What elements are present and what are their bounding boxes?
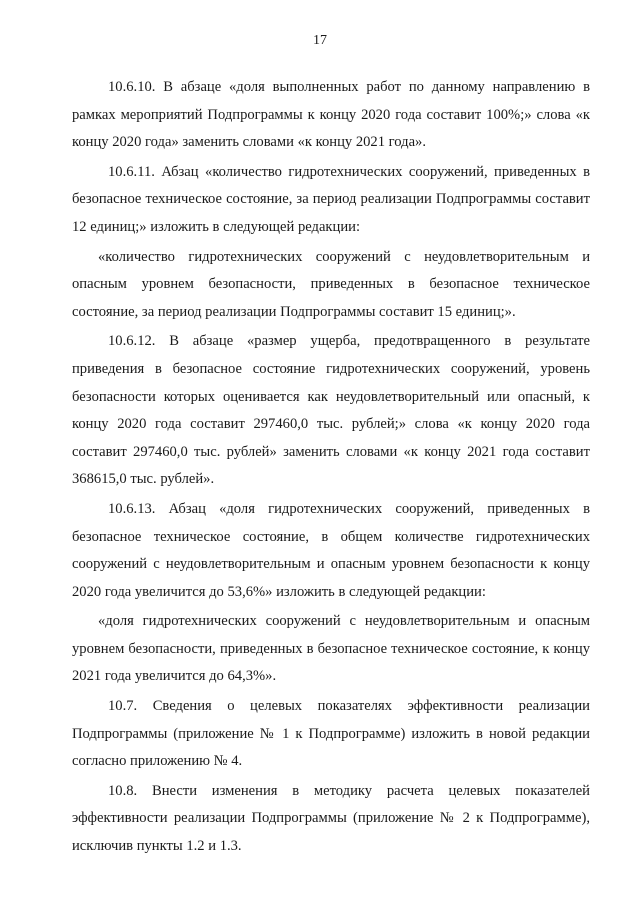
paragraph-10-6-10: 10.6.10. В абзаце «доля выполненных работ по данному направлению в рамках мероприятий Подпрограммы к концу 2020 года составит 100%;» слова «к концу 2020 года» заменить словами «к концу 2021 года». (72, 79, 590, 151)
page-number: 17 (313, 33, 327, 48)
quoted-replacement-10-6-11: «количество гидротехнических сооружений с неудовлетворительным и опасным уровнем безопасности, приведенных в безопасное техническое состояние, за период реализации Подпрограммы составит 15 единиц;». (72, 248, 590, 320)
paragraph-10-7: 10.7. Сведения о целевых показателях эффективности реализации Подпрограммы (приложение № 1 к Подпрограмме) изложить в новой редакции согласно приложению № 4. (72, 698, 590, 770)
paragraph-10-6-11: 10.6.11. Абзац «количество гидротехнических сооружений, приведенных в безопасное техническое состояние, за период реализации Подпрограммы составит 12 единиц;» изложить в следующей редакции: (72, 163, 590, 235)
document-body (72, 74, 590, 863)
paragraph-10-8: 10.8. Внести изменения в методику расчета целевых показателей эффективности реализации Подпрограммы (приложение № 2 к Подпрограмме), исключив пункты 1.2 и 1.3. (72, 782, 590, 855)
paragraph-10-6-13: 10.6.13. Абзац «доля гидротехнических сооружений, приведенных в безопасное техническое состояние, в общем количестве гидротехнических сооружений с неудовлетворительным и опасным уровнем безопасности к концу 2020 года увеличится до 53,6%» изложить в следующей редакции: (72, 500, 590, 600)
paragraph-10-6-12: 10.6.12. В абзаце «размер ущерба, предотвращенного в результате приведения в безопасное состояние гидротехнических сооружений, уровень безопасности которых оценивается как неудовлетворительный или опасный, к концу 2020 года составит 297460,0 тыс. рублей;» слова «к концу 2020 года составит 297460,0 тыс. рублей» заменить словами «к концу 2021 года составит 368615,0 тыс. рублей». (72, 333, 590, 488)
quoted-replacement-10-6-13: «доля гидротехнических сооружений с неудовлетворительным и опасным уровнем безопасности, приведенных в безопасное техническое состояние, к концу 2021 года увеличится до 64,3%». (72, 613, 590, 685)
